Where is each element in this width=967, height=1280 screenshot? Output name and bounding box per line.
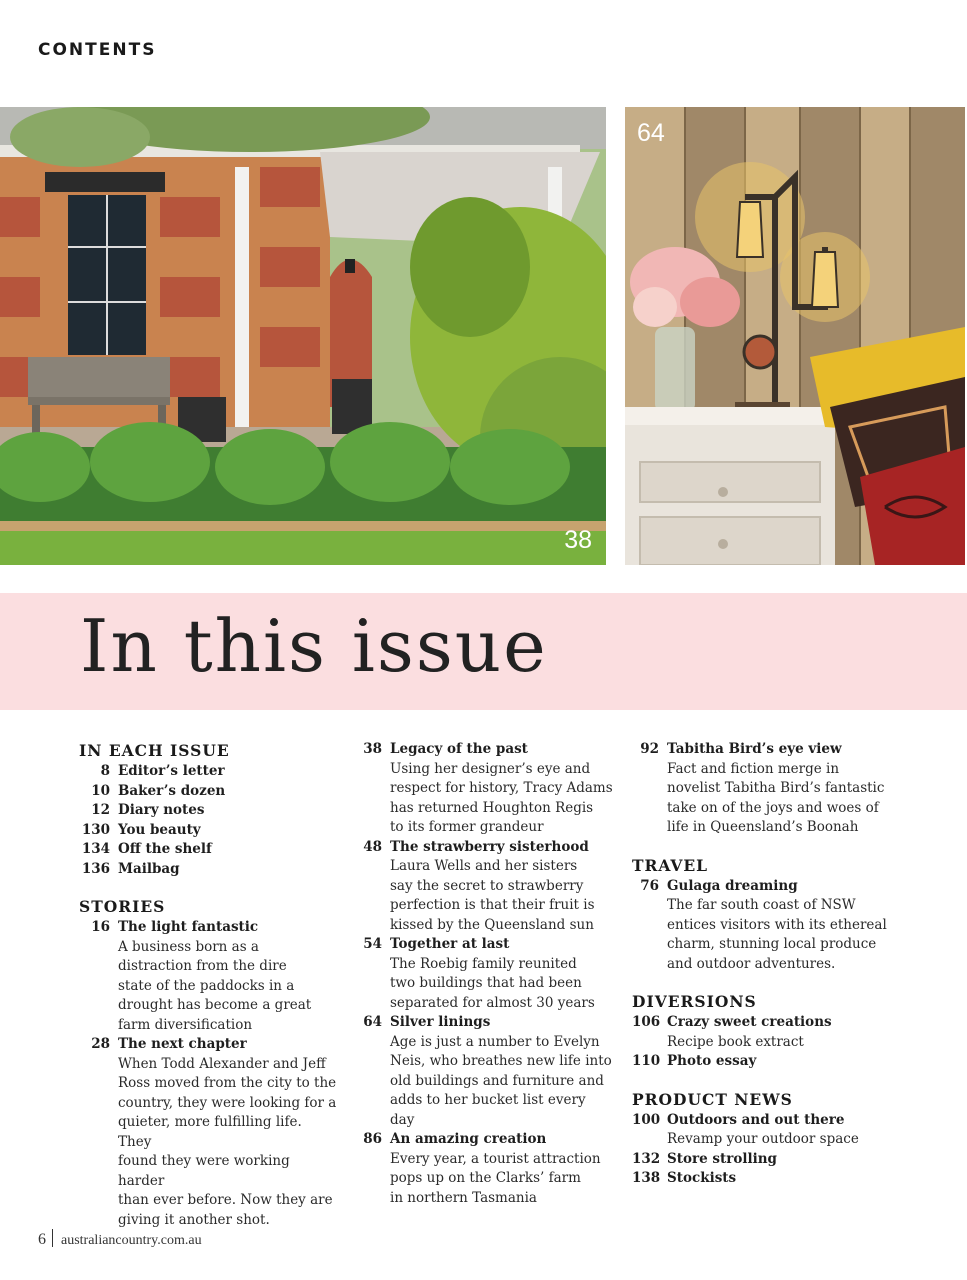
entry-desc-line: The far south coast of NSW xyxy=(667,897,856,913)
entry-desc-line: Ross moved from the city to the xyxy=(118,1075,337,1091)
entry-page: 76 xyxy=(640,877,659,894)
entry-title: Together at last xyxy=(390,936,510,952)
entry-page: 130 xyxy=(81,821,110,838)
entry-desc-line: When Todd Alexander and Jeff xyxy=(118,1055,326,1072)
footer-divider xyxy=(52,1229,53,1247)
entry-page: 28 xyxy=(91,1036,110,1052)
entry-desc-line: old buildings and furniture and xyxy=(390,1072,604,1089)
entry-title: You beauty xyxy=(118,821,201,838)
entry-title: Off the shelf xyxy=(118,841,212,857)
entry-desc-line: Revamp your outdoor space xyxy=(667,1131,859,1147)
entry-title: Editor’s letter xyxy=(118,763,225,779)
entry-desc-line: The Roebig family reunited xyxy=(390,955,577,972)
entry-page: 38 xyxy=(363,741,382,757)
toc-entry[interactable] xyxy=(632,1169,892,1189)
entry-desc-line: quieter, more fulfilling life. They xyxy=(118,1114,302,1150)
toc-entry[interactable] xyxy=(79,762,339,782)
entry-desc-line: Every year, a tourist attraction xyxy=(390,1150,601,1167)
toc-entry[interactable] xyxy=(632,1150,892,1170)
brick-house-illustration xyxy=(0,107,606,565)
toc-entry[interactable] xyxy=(632,1111,892,1150)
entry-desc-line: found they were working harder xyxy=(118,1153,290,1189)
toc-entry[interactable] xyxy=(358,740,613,838)
entry-desc-line: Neis, who breathes new life into xyxy=(390,1053,612,1069)
entry-page: 106 xyxy=(632,1014,661,1030)
entry-title: Baker’s dozen xyxy=(118,782,226,799)
toc-entry[interactable] xyxy=(79,840,339,860)
entry-desc-line: respect for history, Tracy Adams xyxy=(390,780,613,796)
entry-page: 16 xyxy=(91,919,110,935)
toc-entry[interactable] xyxy=(632,1013,892,1052)
toc-entry[interactable] xyxy=(79,1035,339,1230)
toc-entry[interactable] xyxy=(632,877,892,975)
entry-title: Diary notes xyxy=(118,802,205,818)
entry-title: Stockists xyxy=(667,1170,737,1186)
photo-brick-house xyxy=(0,107,606,565)
entry-page: 86 xyxy=(363,1131,382,1147)
entry-title: The next chapter xyxy=(118,1036,247,1052)
toc-entry[interactable] xyxy=(79,860,339,880)
entry-page: 134 xyxy=(81,841,110,857)
entry-desc-line: life in Queensland’s Boonah xyxy=(667,819,859,835)
photo-page-ref: 64 xyxy=(637,119,665,147)
entry-desc-line: has returned Houghton Regis xyxy=(390,799,594,816)
entry-desc-line: charm, stunning local produce xyxy=(667,936,877,952)
entry-desc-line: and outdoor adventures. xyxy=(667,955,836,972)
contents-column-1 xyxy=(79,740,339,1230)
website-link[interactable]: australiancountry.com.au xyxy=(61,1233,202,1248)
entry-page: 138 xyxy=(632,1170,661,1186)
toc-entry[interactable] xyxy=(79,782,339,802)
photo-bedside xyxy=(625,107,965,565)
section-heading: DIVERSIONS xyxy=(632,992,757,1011)
entry-page: 8 xyxy=(100,763,110,779)
entry-desc-line: two buildings that had been xyxy=(390,975,582,991)
entry-desc-line: Age is just a number to Evelyn xyxy=(390,1033,600,1050)
entry-title: Gulaga dreaming xyxy=(667,877,798,894)
toc-entry[interactable] xyxy=(79,801,339,821)
entry-desc-line: kissed by the Queensland sun xyxy=(390,916,594,933)
entry-desc-line: Recipe book extract xyxy=(667,1033,804,1050)
section-label: CONTENTS xyxy=(38,40,157,60)
entry-desc-line: Using her designer’s eye and xyxy=(390,760,591,777)
entry-desc-line: to its former grandeur xyxy=(390,819,544,835)
entry-page: 136 xyxy=(81,860,110,877)
page-number: 6 xyxy=(38,1231,46,1248)
section-heading: TRAVEL xyxy=(632,855,709,875)
toc-entry[interactable] xyxy=(79,918,339,1035)
contents-column-2 xyxy=(358,740,613,1208)
entry-page: 92 xyxy=(640,741,659,757)
contents-column-3 xyxy=(632,740,892,1189)
entry-desc-line: novelist Tabitha Bird’s fantastic xyxy=(667,780,885,796)
entry-page: 12 xyxy=(91,802,110,818)
toc-entry[interactable] xyxy=(358,1130,613,1208)
entry-desc-line: in northern Tasmania xyxy=(390,1189,537,1206)
entry-desc-line: drought has become a great xyxy=(118,997,312,1013)
section-heading: PRODUCT NEWS xyxy=(632,1089,793,1109)
entry-desc-line: than ever before. Now they are xyxy=(118,1192,333,1208)
issue-banner xyxy=(0,593,967,710)
entry-desc-line: distraction from the dire xyxy=(118,958,287,974)
entry-desc-line: say the secret to strawberry xyxy=(390,877,584,894)
entry-desc-line: perfection is that their fruit is xyxy=(390,897,595,913)
entry-desc-line: giving it another shot. xyxy=(118,1211,270,1228)
entry-desc-line: entices visitors with its ethereal xyxy=(667,916,887,933)
entry-title: The light fantastic xyxy=(118,919,259,935)
entry-title: Silver linings xyxy=(390,1014,491,1030)
entry-desc-line: state of the paddocks in a xyxy=(118,977,295,994)
page-footer xyxy=(38,1229,202,1249)
photo-page-ref: 38 xyxy=(564,526,592,554)
entry-desc-line: country, they were looking for a xyxy=(118,1094,337,1111)
entry-title: Crazy sweet creations xyxy=(667,1014,832,1030)
banner-title: In this issue xyxy=(80,604,548,688)
entry-desc-line: Laura Wells and her sisters xyxy=(390,858,578,874)
toc-entry[interactable] xyxy=(632,740,892,838)
entry-page: 54 xyxy=(363,936,382,952)
toc-entry[interactable] xyxy=(358,838,613,936)
entry-desc-line: pops up on the Clarks’ farm xyxy=(390,1170,581,1186)
entry-title: The strawberry sisterhood xyxy=(390,838,589,855)
entry-desc-line: A business born as a xyxy=(118,938,259,955)
entry-desc-line: take on of the joys and woes of xyxy=(667,799,879,816)
entry-page: 10 xyxy=(91,782,110,799)
entry-page: 110 xyxy=(632,1053,661,1069)
entry-desc-line: adds to her bucket list every day xyxy=(390,1092,586,1128)
section-heading: IN EACH ISSUE xyxy=(79,741,230,760)
section-heading: STORIES xyxy=(79,897,166,916)
entry-title: An amazing creation xyxy=(390,1131,547,1147)
toc-entry[interactable] xyxy=(358,935,613,1013)
entry-title: Mailbag xyxy=(118,860,180,877)
entry-page: 100 xyxy=(632,1111,661,1128)
entry-desc-line: Fact and fiction merge in xyxy=(667,760,840,777)
entry-desc-line: farm diversification xyxy=(118,1016,253,1033)
entry-title: Tabitha Bird’s eye view xyxy=(667,741,842,757)
entry-page: 132 xyxy=(632,1150,661,1167)
bedside-illustration xyxy=(625,107,965,565)
entry-title: Legacy of the past xyxy=(390,741,528,757)
entry-page: 64 xyxy=(363,1014,382,1030)
entry-title: Outdoors and out there xyxy=(667,1111,845,1128)
entry-desc-line: separated for almost 30 years xyxy=(390,994,595,1011)
entry-title: Photo essay xyxy=(667,1053,757,1069)
entry-title: Store strolling xyxy=(667,1150,777,1167)
toc-entry[interactable] xyxy=(358,1013,613,1130)
entry-page: 48 xyxy=(363,838,382,855)
toc-entry[interactable] xyxy=(632,1052,892,1072)
toc-entry[interactable] xyxy=(79,821,339,841)
